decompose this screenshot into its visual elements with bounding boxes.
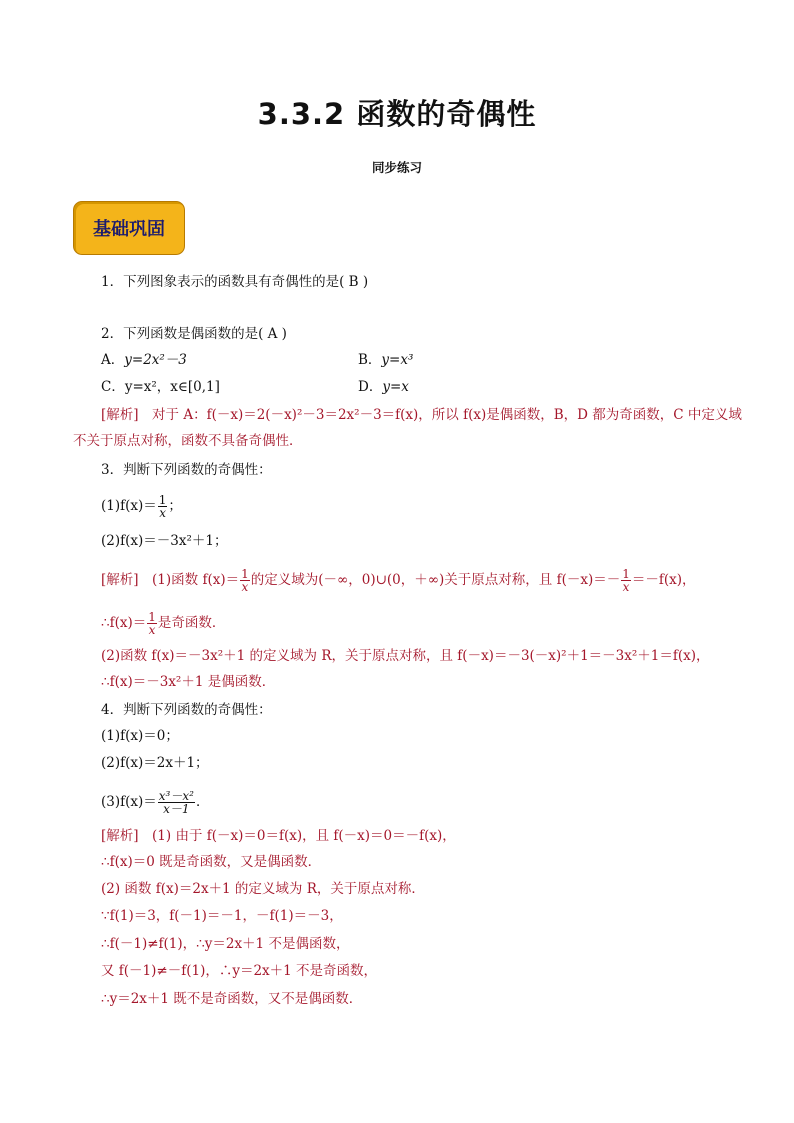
a2-pre: ∴f(x)＝	[101, 615, 147, 631]
option-c-label: C．	[101, 379, 125, 395]
question-4-part-3	[101, 790, 209, 815]
analysis-4-line-5: ∴f(－1)≠f(1)，∴y＝2x＋1 不是偶函数，	[101, 936, 350, 952]
denominator: x	[148, 623, 156, 637]
fraction	[147, 611, 157, 636]
question-4-part-1: (1)f(x)＝0；	[101, 728, 179, 744]
question-3-part-1	[101, 494, 182, 519]
q3-p1-end: ；	[168, 498, 182, 514]
fraction	[621, 568, 631, 593]
numerator: 1	[148, 610, 156, 624]
analysis-3-line-1	[101, 568, 696, 593]
analysis-4-line-3: (2) 函数 f(x)＝2x＋1 的定义域为 R，关于原点对称．	[101, 881, 425, 897]
numerator: 1	[158, 493, 167, 507]
numerator: x³－x²	[158, 789, 194, 803]
analysis-3-line-3: (2)函数 f(x)＝－3x²＋1 的定义域为 R，关于原点对称，且 f(－x)＝－3(－x)²＋1＝－3x²＋1＝f(x)，	[101, 648, 710, 664]
a2-post: 是奇函数．	[157, 615, 226, 631]
analysis-4-line-2: ∴f(x)＝0 既是奇函数，又是偶函数．	[101, 854, 322, 870]
analysis-4-line-4: ∵f(1)＝3，f(－1)＝－1，－f(1)＝－3，	[101, 908, 343, 924]
question-4: 4．判断下列函数的奇偶性：	[101, 702, 272, 718]
fraction	[158, 790, 195, 815]
option-b-label: B．	[358, 352, 382, 368]
question-3-part-2: (2)f(x)＝－3x²＋1；	[101, 533, 228, 549]
page-subtitle: 同步练习	[371, 160, 422, 175]
analysis-4-line-7: ∴y＝2x＋1 既不是奇函数，又不是偶函数．	[101, 991, 363, 1007]
denominator: x	[622, 580, 630, 594]
option-d	[358, 378, 409, 396]
q4-p3-end: ．	[195, 794, 210, 810]
a1-mid: 的定义域为(－∞，0)∪(0，＋∞)关于原点对称，且 f(－x)＝－	[250, 572, 621, 588]
fraction	[240, 568, 250, 593]
option-b-expr: y=x³	[381, 352, 414, 368]
fraction	[158, 494, 168, 519]
option-b	[358, 351, 413, 369]
question-1: 1．下列图象表示的函数具有奇偶性的是( B )	[101, 274, 369, 290]
analysis-4-line-1: [解析] (1) 由于 f(－x)＝0＝f(x)，且 f(－x)＝0＝－f(x)，	[101, 828, 456, 844]
option-d-expr: y=x	[382, 379, 409, 395]
numerator: 1	[241, 567, 249, 581]
option-a	[101, 351, 187, 369]
denominator: x	[159, 506, 166, 520]
analysis-2-line-2: 不关于原点对称，函数不具备奇偶性．	[73, 433, 303, 449]
denominator: x－1	[163, 802, 190, 816]
analysis-3-line-2	[101, 611, 225, 636]
analysis-3-line-4: ∴f(x)＝－3x²＋1 是偶函数．	[101, 674, 276, 690]
option-a-expr: y=2x²－3	[124, 352, 187, 368]
analysis-2-line-1: [解析] 对于 A：f(－x)＝2(－x)²－3＝2x²－3＝f(x)，所以 f(x)是偶函数，B，D 都为奇函数，C 中定义域	[101, 407, 742, 423]
denominator: x	[241, 580, 249, 594]
option-a-label: A．	[101, 352, 125, 368]
option-c-expr: y=x²，x∈[0,1]	[124, 379, 220, 395]
page-title: 3.3.2 函数的奇偶性	[257, 97, 537, 131]
numerator: 1	[622, 567, 630, 581]
analysis-4-line-6: 又 f(－1)≠－f(1)，∴y＝2x＋1 不是奇函数，	[101, 963, 378, 979]
question-4-part-2: (2)f(x)＝2x＋1；	[101, 755, 209, 771]
a1-pre: [解析] (1)函数 f(x)＝	[101, 572, 240, 588]
section-badge: 基础巩固	[73, 201, 185, 255]
q4-p3-lhs: (3)f(x)＝	[101, 794, 157, 810]
question-2: 2．下列函数是偶函数的是( A )	[101, 326, 287, 342]
a1-post: ＝－f(x)，	[631, 572, 696, 588]
option-c	[101, 378, 220, 396]
q3-p1-lhs: (1)f(x)＝	[101, 498, 157, 514]
option-d-label: D．	[358, 379, 383, 395]
question-3: 3．判断下列函数的奇偶性：	[101, 462, 272, 478]
